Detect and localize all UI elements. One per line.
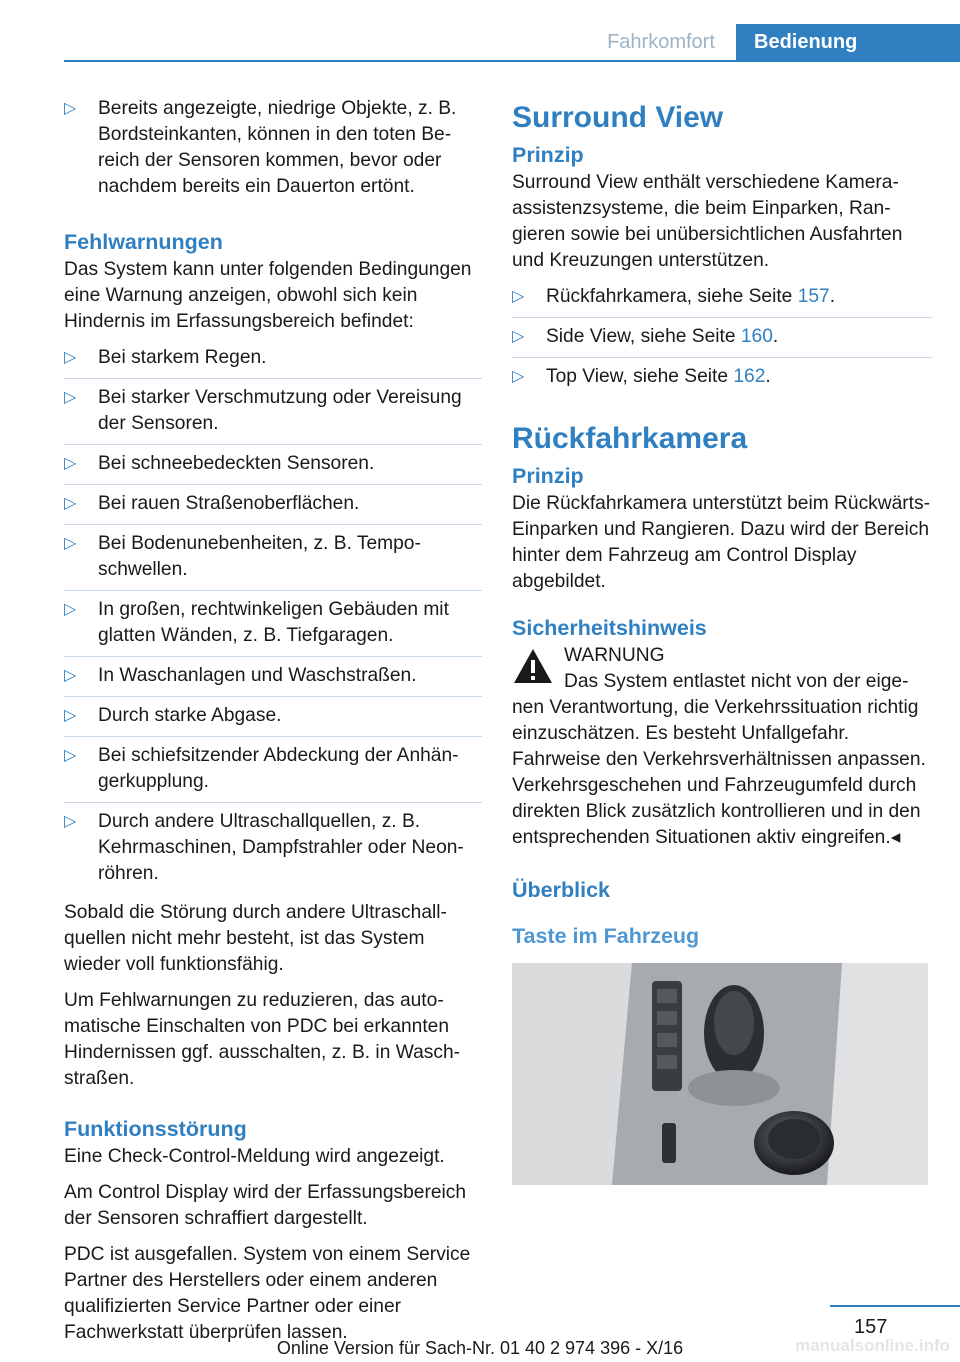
list-item [512, 357, 932, 397]
paragraph-control-display: Am Control Display wird der Erfassungsbereich der Sensoren schraffiert dargestellt. [64, 1182, 467, 1229]
list-item-text: Top View, siehe Seite [546, 366, 734, 387]
triangle-bullet-icon: ▷ [512, 288, 525, 305]
list-item [64, 484, 482, 524]
list-item-text: Rückfahrkamera, siehe Seite [546, 286, 798, 307]
page-number: 157 [854, 1316, 888, 1338]
list-item-text: In Waschanlagen und Waschstraßen. [98, 665, 417, 686]
watermark: manualsonline.info [795, 1336, 950, 1355]
warning-triangle-icon [512, 647, 554, 685]
list-item-text: Bei schiefsitzender Abdeckung der Anhängerkupplung. [98, 745, 459, 792]
list-item [512, 317, 932, 357]
triangle-bullet-icon: ▷ [64, 707, 77, 724]
heading-ueberblick: Überblick [512, 878, 610, 902]
tab-bedienung[interactable]: Bedienung [736, 24, 960, 60]
warning-label: WARNUNG [564, 645, 665, 666]
list-item [64, 590, 482, 656]
triangle-bullet-icon: ▷ [64, 100, 77, 117]
list-item [64, 802, 482, 894]
triangle-bullet-icon: ▷ [64, 667, 77, 684]
fehl-bullet-list [64, 345, 482, 894]
triangle-bullet-icon: ▷ [64, 747, 77, 764]
heading-prinzip-rk: Prinzip [512, 464, 584, 488]
fehl-intro-text: Das System kann unter folgenden Bedingungen eine Warnung anzeigen, obwohl sich kein Hindernis im Erfassungsbereich befindet: [64, 259, 472, 332]
paragraph-stoerung-ende: Sobald die Störung durch andere Ultraschallquellen nicht mehr besteht, ist das System wieder voll funktionsfähig. [64, 902, 447, 975]
triangle-bullet-icon: ▷ [64, 535, 77, 552]
tab-fahrkomfort[interactable]: Fahrkomfort [607, 31, 715, 53]
list-item [64, 444, 482, 484]
paragraph-surround-view: Surround View enthält verschiedene Kameraassistenzsysteme, die beim Einparken, Rangieren sowie bei unübersichtlichen Ausfahrten und Kreuzungen unterstützen. [512, 172, 903, 271]
triangle-bullet-icon: ▷ [64, 389, 77, 406]
list-item [64, 96, 482, 207]
warning-text-block [512, 669, 932, 851]
page-link-160[interactable]: 160 [740, 326, 773, 347]
list-item [512, 284, 932, 317]
page-link-162[interactable]: 162 [733, 366, 766, 387]
header-rule [64, 60, 960, 62]
center-console-photo [512, 963, 928, 1185]
heading-fehlwarnungen: Fehlwarnungen [64, 230, 223, 254]
heading-prinzip-sv: Prinzip [512, 143, 584, 167]
triangle-bullet-icon: ▷ [64, 349, 77, 366]
list-item-text: Durch starke Abgase. [98, 705, 282, 726]
footer-rule [830, 1305, 960, 1307]
end-mark-icon: ◂ [890, 827, 901, 848]
page-header [0, 0, 960, 62]
footer-online-version: Online Version für Sach-Nr. 01 40 2 974 396 - X/16 [276, 1338, 684, 1358]
page-link-157[interactable]: 157 [797, 286, 830, 307]
list-item-end: . [829, 286, 836, 307]
list-item-end: . [772, 326, 779, 347]
paragraph-pdc-ausgefallen: PDC ist ausgefallen. System von einem Service Partner des Herstellers oder einem anderen qualifizierten Service Partner oder einer Fachwerkstatt überprüfen lassen. [64, 1244, 471, 1343]
title-surround-view: Surround View [512, 101, 724, 134]
triangle-bullet-icon: ▷ [64, 601, 77, 618]
left-column [64, 96, 482, 1356]
triangle-bullet-icon: ▷ [512, 368, 525, 385]
list-item-text: Bei Bodenunebenheiten, z. B. Temposchwellen. [98, 533, 421, 580]
list-item-text: In großen, rechtwinkeligen Gebäuden mit glatten Wänden, z. B. Tiefgaragen. [98, 599, 449, 646]
list-item-text: Bei schneebedeckten Sensoren. [98, 453, 375, 474]
sv-bullet-list [512, 284, 932, 397]
title-rueckfahrkamera: Rückfahrkamera [512, 422, 748, 455]
paragraph-fehlwarnungen-reduzieren: Um Fehlwarnungen zu reduzieren, das automatische Einschalten von PDC bei erkannten Hindernissen ggf. ausschalten, z. B. in Waschstraßen. [64, 990, 461, 1089]
list-item-text: Bei rauen Straßenoberflächen. [98, 493, 360, 514]
list-item [64, 656, 482, 696]
paragraph-check-control: Eine Check-Control-Meldung wird angezeigt. [64, 1146, 445, 1167]
list-item-text: Bereits angezeigte, niedrige Objekte, z. B. Bordsteinkanten, können in den toten Bereich der Sensoren kommen, bevor oder nachdem bereits ein Dauerton ertönt. [98, 98, 457, 197]
list-item [64, 524, 482, 590]
warning-text: Das System entlastet nicht von der eigenen Verantwortung, die Verkehrssituation richtig einzuschätzen. Es besteht Unfallgefahr. Fahrweise den Verkehrsverhältnissen anpassen. Verkehrsgeschehen und Fahrzeugumfeld durch direkten Blick zusätzlich kontrollieren und in den entsprechenden Situationen aktiv eingreifen. [512, 671, 926, 848]
intro-bullet-list [64, 96, 482, 207]
triangle-bullet-icon: ▷ [512, 328, 525, 345]
list-item-text: Durch andere Ultraschallquellen, z. B. Kehrmaschinen, Dampfstrahler oder Neonröhren. [98, 811, 464, 884]
warning-block [512, 643, 932, 669]
triangle-bullet-icon: ▷ [64, 455, 77, 472]
list-item-text: Bei starker Verschmutzung oder Vereisung der Sensoren. [98, 387, 462, 434]
triangle-bullet-icon: ▷ [64, 813, 77, 830]
heading-funktionsstoerung: Funktionsstörung [64, 1117, 247, 1141]
list-item-end: . [765, 366, 771, 387]
heading-sicherheitshinweis: Sicherheitshinweis [512, 616, 707, 640]
triangle-bullet-icon: ▷ [64, 495, 77, 512]
list-item [64, 696, 482, 736]
paragraph-rueckfahrkamera: Die Rückfahrkamera unterstützt beim Rückwärts-Einparken und Rangieren. Dazu wird der Bereich hinter dem Fahrzeug am Control Display abgebildet. [512, 493, 930, 592]
list-item [64, 736, 482, 802]
right-column [512, 96, 932, 1185]
list-item-text: Side View, siehe Seite [546, 326, 741, 347]
list-item [64, 378, 482, 444]
list-item [64, 345, 482, 378]
heading-taste-im-fahrzeug: Taste im Fahrzeug [512, 924, 700, 948]
list-item-text: Bei starkem Regen. [98, 347, 267, 368]
